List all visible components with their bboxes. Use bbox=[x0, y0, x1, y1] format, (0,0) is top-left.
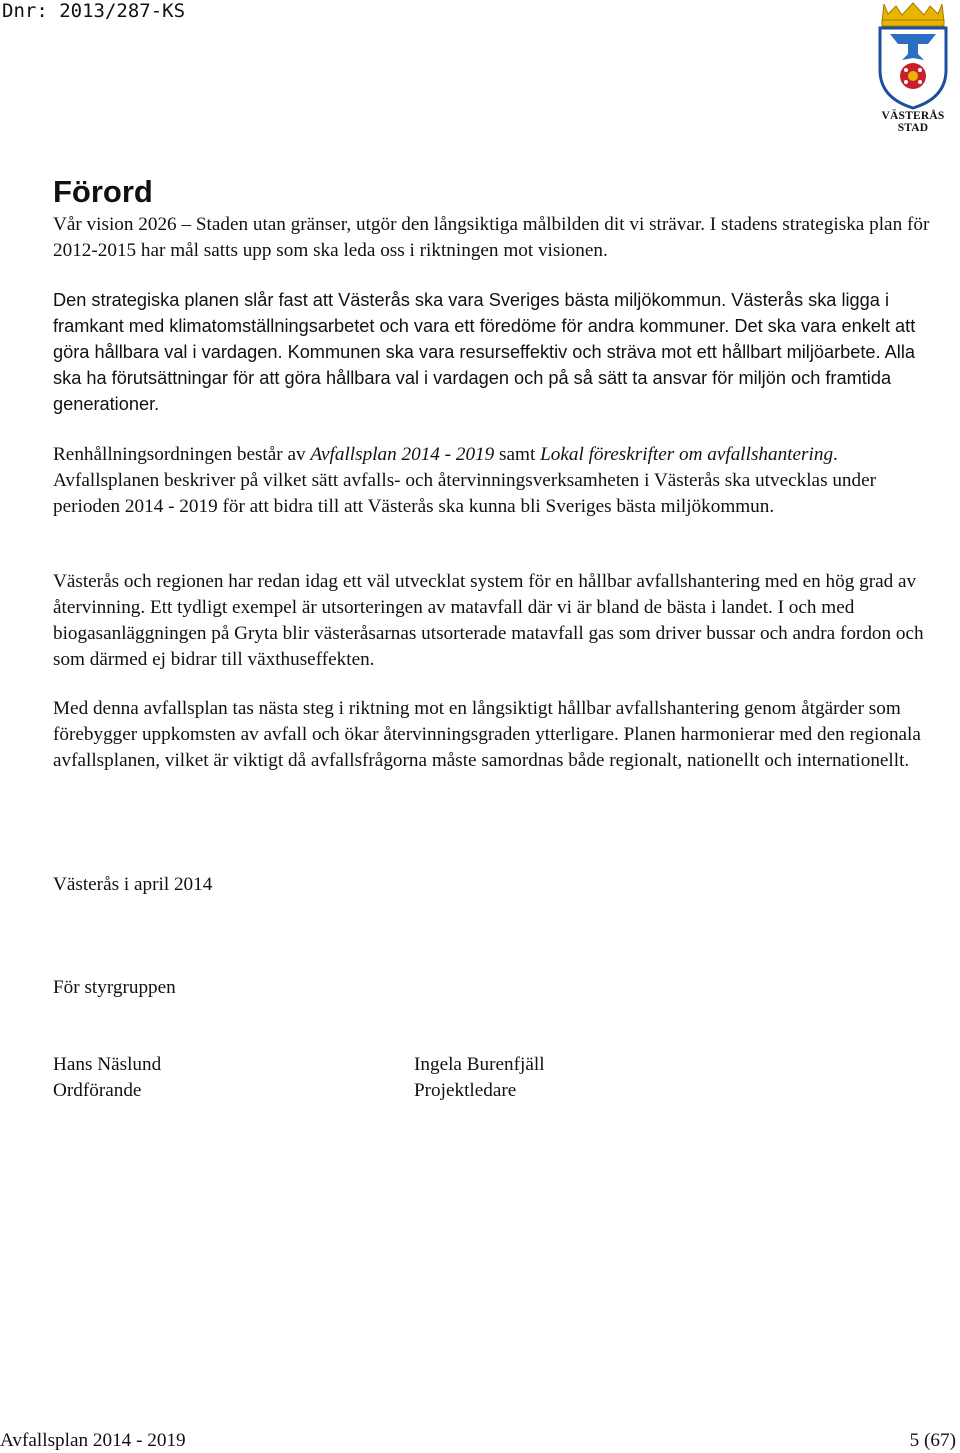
footer-document-title: Avfallsplan 2014 - 2019 bbox=[0, 1430, 186, 1451]
steering-group-line: För styrgruppen bbox=[53, 977, 176, 998]
place-and-date: Västerås i april 2014 bbox=[53, 874, 213, 895]
signature-block bbox=[414, 1052, 545, 1104]
coat-of-arms-icon bbox=[866, 0, 960, 112]
signatory-name: Ingela Burenfjäll bbox=[414, 1054, 545, 1075]
page-title: Förord bbox=[53, 174, 153, 209]
logo-wordmark: VÄSTERÅS STAD bbox=[881, 110, 945, 134]
paragraph-vision: Vår vision 2026 – Staden utan gränser, utgör den långsiktiga målbilden dit vi strävar. I stadens strategiska plan för 2012-2015 har mål satts upp som ska leda oss i riktningen mot visionen. bbox=[53, 214, 930, 261]
italic-title-avfallsplan: Avfallsplan 2014 - 2019 bbox=[310, 444, 495, 465]
text-run: Renhållningsordningen består av bbox=[53, 444, 311, 465]
document-number: Dnr: 2013/287-KS bbox=[2, 0, 186, 22]
signatory-role: Projektledare bbox=[414, 1079, 517, 1101]
italic-title-foreskrifter: Lokal föreskrifter om avfallshantering bbox=[540, 444, 834, 465]
text-run: samt bbox=[494, 444, 541, 465]
paragraph-next-step: Med denna avfallsplan tas nästa steg i riktning mot en långsiktigt hållbar avfallshantering genom åtgärder som förebygger uppkomsten av avfall och ökar återvinningsgraden ytterligare. Planen harmonierar med den regionala avfallsplanen, vilket är viktigt då avfallsfrågorna måste samordnas både regionalt, nationellt och internationellt. bbox=[53, 698, 921, 771]
paragraph-region: Västerås och regionen har redan idag ett väl utvecklat system för en hållbar avfallshantering med en hög grad av återvinning. Ett tydligt exempel är utsorteringen av matavfall där vi är bland de bästa i landet. I och med biogasanläggningen på Gryta blir västeråsarnas utsorterade matavfall gas som driver bussar och andra fordon och som därmed ej bidrar till växthuseffekten. bbox=[53, 571, 924, 670]
signatory-name: Hans Näslund bbox=[53, 1054, 162, 1075]
signatory-role: Ordförande bbox=[53, 1079, 142, 1101]
footer-page-number: 5 (67) bbox=[909, 1430, 956, 1451]
paragraph-renhallningsordning bbox=[53, 442, 933, 520]
paragraph-strategic-plan: Den strategiska planen slår fast att Västerås ska vara Sveriges bästa miljökommun. Västerås ska ligga i framkant med klimatomställningsarbetet och vara ett föredöme för andra kommuner. Det ska vara enkelt att göra hållbara val i vardagen. Kommunen ska vara resurseffektiv och sträva mot ett hållbart miljöarbete. Alla ska ha förutsättningar för att göra hållbara val i vardagen och på så sätt ta ansvar för miljön och framtida generationer. bbox=[53, 290, 916, 414]
signature-block bbox=[53, 1052, 161, 1104]
text-run: . Avfallsplanen beskriver på vilket sätt avfalls- och återvinningsverksamheten i Västerås ska utvecklas under perioden 2014 - 2019 för att bidra till att Västerås ska kunna bli Sveriges bästa miljökommun. bbox=[53, 444, 877, 517]
